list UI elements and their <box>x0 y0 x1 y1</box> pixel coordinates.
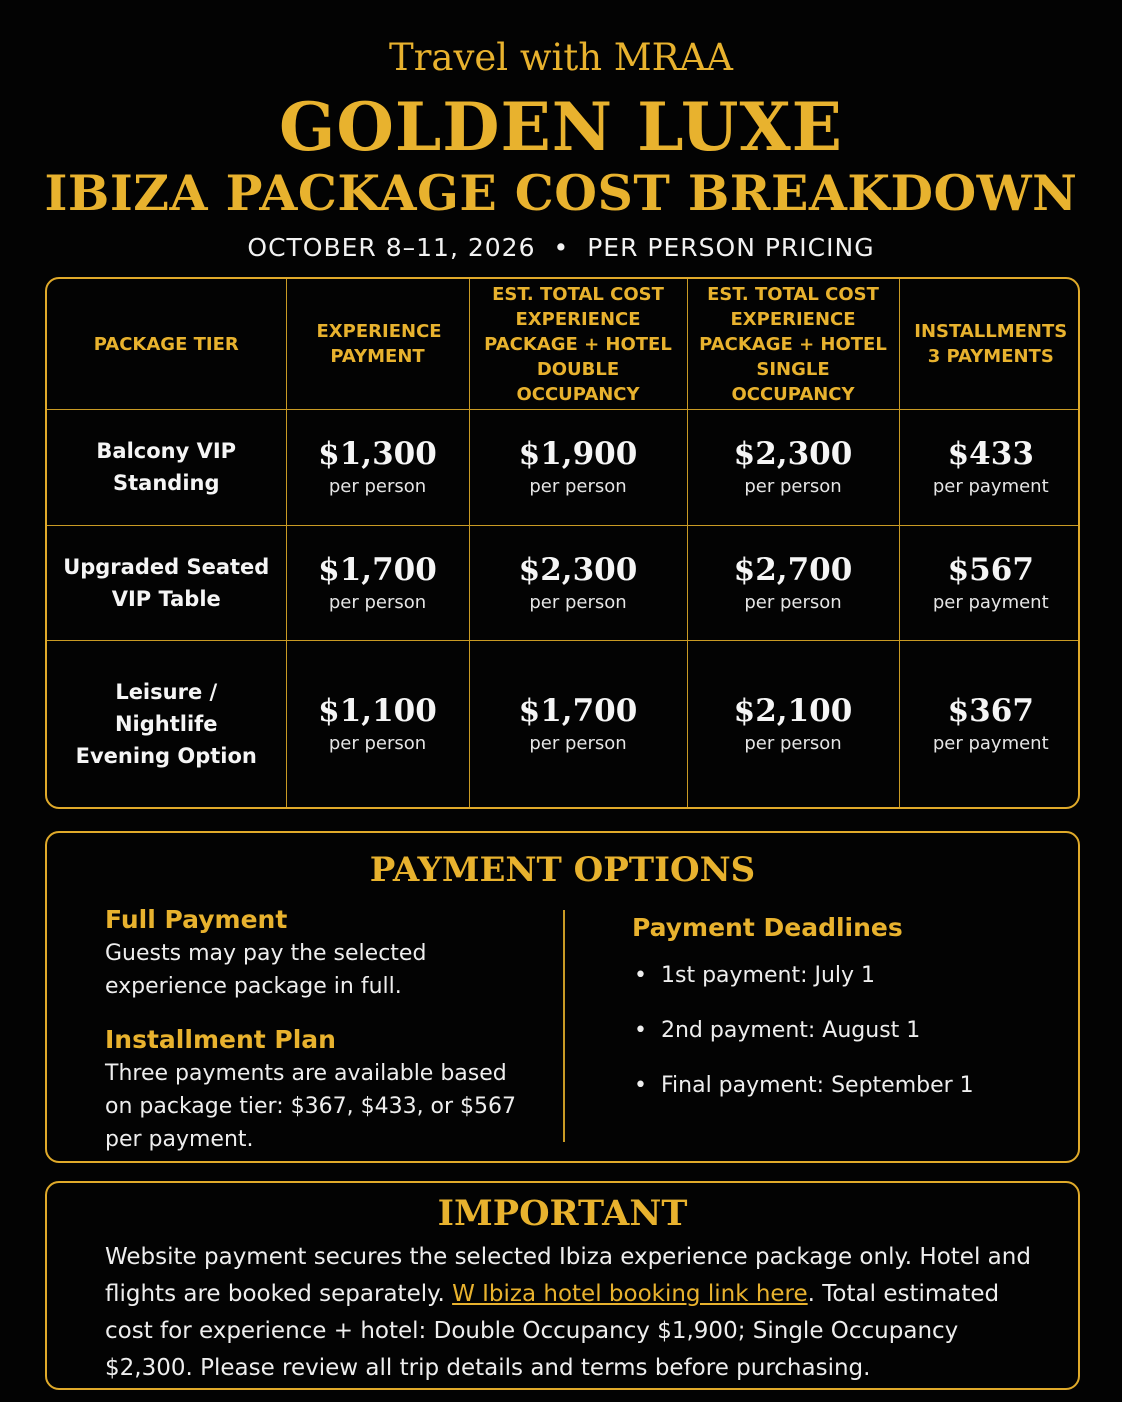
single-cell <box>687 410 899 526</box>
double-cell <box>469 410 687 526</box>
table-header-row <box>47 279 1080 410</box>
payment-deadlines <box>632 911 1052 1124</box>
hotel-booking-link[interactable]: W Ibiza hotel booking link here <box>452 1281 808 1307</box>
experience-cell <box>286 525 469 641</box>
price-unit: per person <box>328 591 427 613</box>
event-dates-line <box>0 233 1122 262</box>
table-row <box>47 525 1080 641</box>
price-unit: per person <box>744 476 842 498</box>
important-text-start: Website payment secures the selected Ibiza experience package only. Hotel and flights are booked separately. <box>105 1244 1031 1307</box>
price: $2,300 <box>518 551 638 588</box>
full-payment-text: Guests may pay the selected experience package in full. <box>105 941 427 999</box>
important-text <box>105 1239 1035 1387</box>
double-cell <box>469 641 687 807</box>
header-package-tier: PACKAGE TIER <box>47 279 286 410</box>
price: $1,700 <box>318 551 437 588</box>
column-divider <box>563 910 565 1142</box>
experience-cell <box>286 410 469 526</box>
price-unit: per person <box>744 591 842 613</box>
price-unit: per person <box>529 733 627 755</box>
price-unit: per person <box>529 476 627 498</box>
header-installments: INSTALLMENTS 3 PAYMENTS <box>899 279 1080 410</box>
event-dates: OCTOBER 8–11, 2026 <box>247 233 536 262</box>
price: $1,900 <box>518 436 638 473</box>
brand-subtitle: Travel with MRAA <box>389 36 733 79</box>
full-payment-heading: Full Payment <box>105 905 288 934</box>
price-unit: per person <box>529 591 627 613</box>
table-row <box>47 641 1080 807</box>
page-subtitle: IBIZA PACKAGE COST BREAKDOWN <box>44 164 1078 222</box>
price: $433 <box>947 436 1034 473</box>
price-unit: per person <box>328 733 427 755</box>
installment-plan-text: Three payments are available based on package tier: $367, $433, or $567 per payment. <box>105 1061 517 1152</box>
installment-cell <box>899 525 1080 641</box>
important-notice-panel <box>45 1181 1080 1390</box>
table-row <box>47 410 1080 526</box>
double-cell <box>469 525 687 641</box>
deadlines-list <box>632 959 1052 1102</box>
tier-name: Upgraded Seated VIP Table <box>47 525 286 641</box>
page-title: GOLDEN LUXE <box>279 88 843 166</box>
installment-cell <box>899 410 1080 526</box>
payment-methods <box>105 903 535 1156</box>
header-experience-payment: EXPERIENCE PAYMENT <box>286 279 469 410</box>
price: $2,700 <box>733 551 853 588</box>
pricing-table <box>45 277 1080 809</box>
payment-options-title: PAYMENT OPTIONS <box>369 850 756 890</box>
price-unit: per payment <box>932 591 1049 613</box>
deadlines-heading: Payment Deadlines <box>632 913 903 942</box>
price: $1,300 <box>318 436 437 473</box>
price: $567 <box>947 551 1034 588</box>
price: $2,100 <box>733 693 853 730</box>
header-total-double: EST. TOTAL COST EXPERIENCE PACKAGE + HOTEL DOUBLE OCCUPANCY <box>469 279 687 410</box>
price-unit: per person <box>744 733 842 755</box>
header-total-single: EST. TOTAL COST EXPERIENCE PACKAGE + HOTEL SINGLE OCCUPANCY <box>687 279 899 410</box>
installment-cell <box>899 641 1080 807</box>
price-unit: per person <box>328 476 427 498</box>
price-unit: per payment <box>932 476 1049 498</box>
list-item: • 2nd payment: August 1 <box>632 1014 1052 1047</box>
tier-name: Leisure / Nightlife Evening Option <box>47 641 286 807</box>
single-cell <box>687 525 899 641</box>
list-item: • Final payment: September 1 <box>632 1069 1052 1102</box>
price: $367 <box>947 693 1034 730</box>
payment-options-panel <box>45 831 1080 1163</box>
important-text-end: . Total estimated cost for experience + hotel: Double Occupancy $1,900; Single Occupancy $2,300. Please review all trip details and terms before purchasing. <box>105 1281 1000 1381</box>
single-cell <box>687 641 899 807</box>
dates-separator: • <box>553 233 570 262</box>
price-unit: per payment <box>932 733 1049 755</box>
price: $1,700 <box>518 693 638 730</box>
installment-plan-heading: Installment Plan <box>105 1025 336 1054</box>
tier-name: Balcony VIP Standing <box>47 410 286 526</box>
important-title: IMPORTANT <box>437 1193 688 1234</box>
list-item: • 1st payment: July 1 <box>632 959 1052 992</box>
pricing-note: PER PERSON PRICING <box>587 233 875 262</box>
price: $2,300 <box>733 436 853 473</box>
price: $1,100 <box>318 693 437 730</box>
experience-cell <box>286 641 469 807</box>
